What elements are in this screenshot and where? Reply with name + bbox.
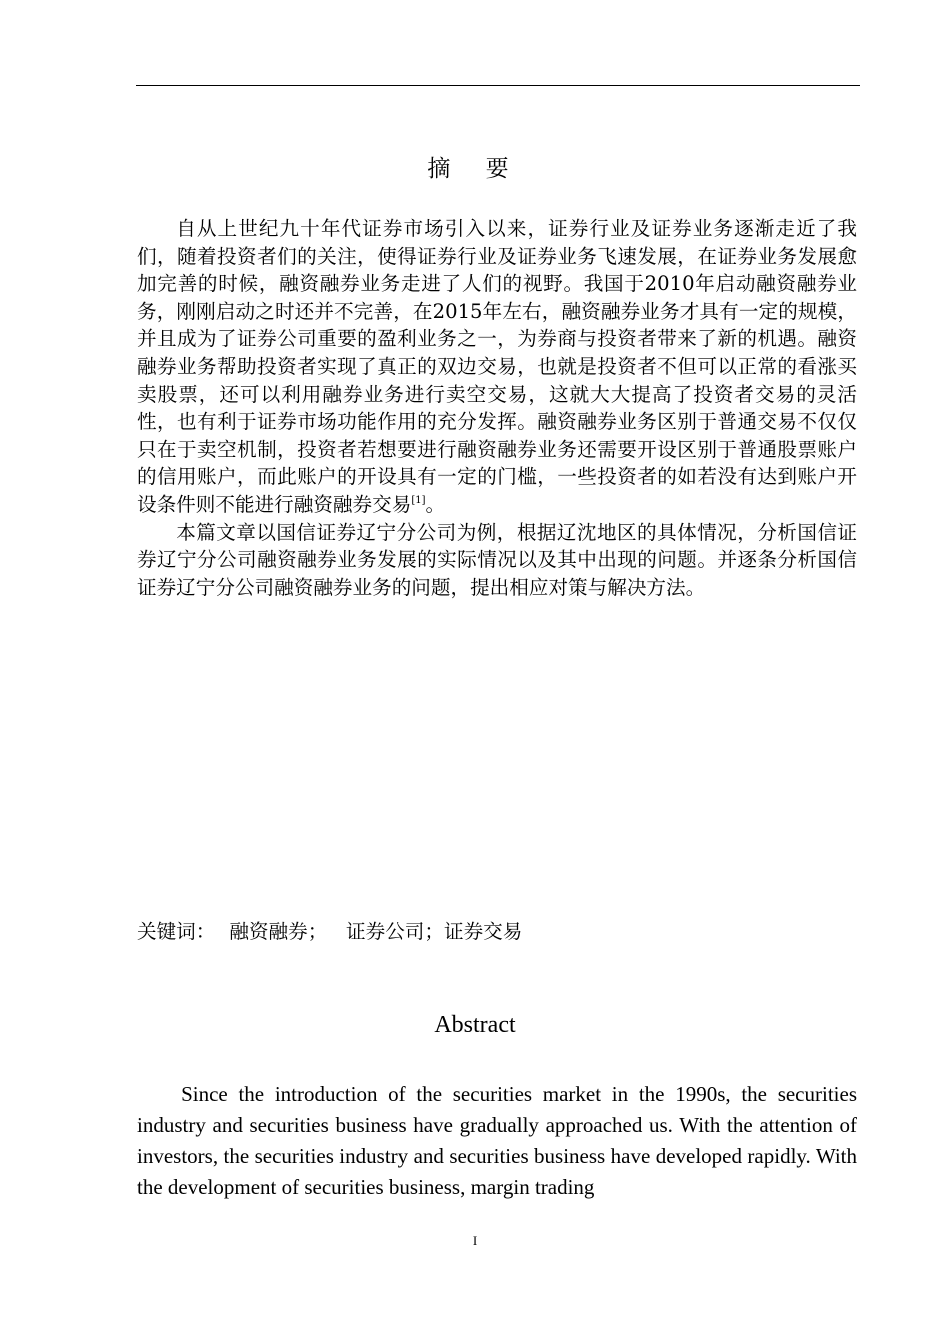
abstract-paragraph-cn-1 bbox=[137, 215, 857, 519]
header-rule bbox=[136, 85, 860, 86]
keywords-line bbox=[137, 917, 857, 947]
abstract-paragraph-en-1: Since the introduction of the securities market in the 1990s, the securities industry and securities business have gradually approached us. With the attention of investors, the securities industry and securities business have developed rapidly. With the development of securities business, margin trading bbox=[137, 1082, 857, 1199]
abstract-body-en bbox=[137, 1079, 857, 1203]
keyword-item: 证券交易 bbox=[444, 920, 523, 943]
abstract-body-cn bbox=[137, 215, 857, 601]
citation-ref[interactable]: [1] bbox=[411, 494, 426, 506]
abstract-title-cn: 摘 要 bbox=[427, 156, 523, 182]
keywords-label: 关键词： bbox=[137, 920, 216, 943]
paragraph-text: 本篇文章以国信证券辽宁分公司为例，根据辽沈地区的具体情况，分析国信证券辽宁分公司融资融券业务发展的实际情况以及其中出现的问题。并逐条分析国信证券辽宁分公司融资融券业务的问题，提出相应对策与解决方法。 bbox=[137, 520, 857, 599]
page-number: I bbox=[472, 1233, 478, 1248]
abstract-paragraph-cn-2 bbox=[137, 519, 857, 602]
abstract-title-en: Abstract bbox=[434, 1012, 516, 1038]
paragraph-text: 自从上世纪九十年代证券市场引入以来，证券行业及证券业务逐渐走近了我们，随着投资者们的关注，使得证券行业及证券业务飞速发展，在证券业务发展愈加完善的时候，融资融券业务走进了人们的视野。我国于2010年启动融资融券业务，刚刚启动之时还并不完善，在2015年左右，融资融券业务才具有一定的规模，并且成为了证券公司重要的盈利业务之一，为券商与投资者带来了新的机遇。融资融券业务帮助投资者实现了真正的双边交易，也就是投资者不但可以正常的看涨买卖股票，还可以利用融券业务进行卖空交易，这就大大提高了投资者交易的灵活性，也有利于证券市场功能作用的充分发挥。融资融券业务区别于普通交易不仅仅只在于卖空机制，投资者若想要进行融资融券业务还需要开设区别于普通股票账户的信用账户，而此账户的开设具有一定的门槛，一些投资者的如若没有达到账户开设条件则不能进行融资融券交易 bbox=[137, 217, 857, 516]
paragraph-end: 。 bbox=[425, 492, 446, 516]
keyword-item: 融资融券； bbox=[229, 920, 328, 943]
keyword-item: 证券公司； bbox=[346, 920, 444, 943]
